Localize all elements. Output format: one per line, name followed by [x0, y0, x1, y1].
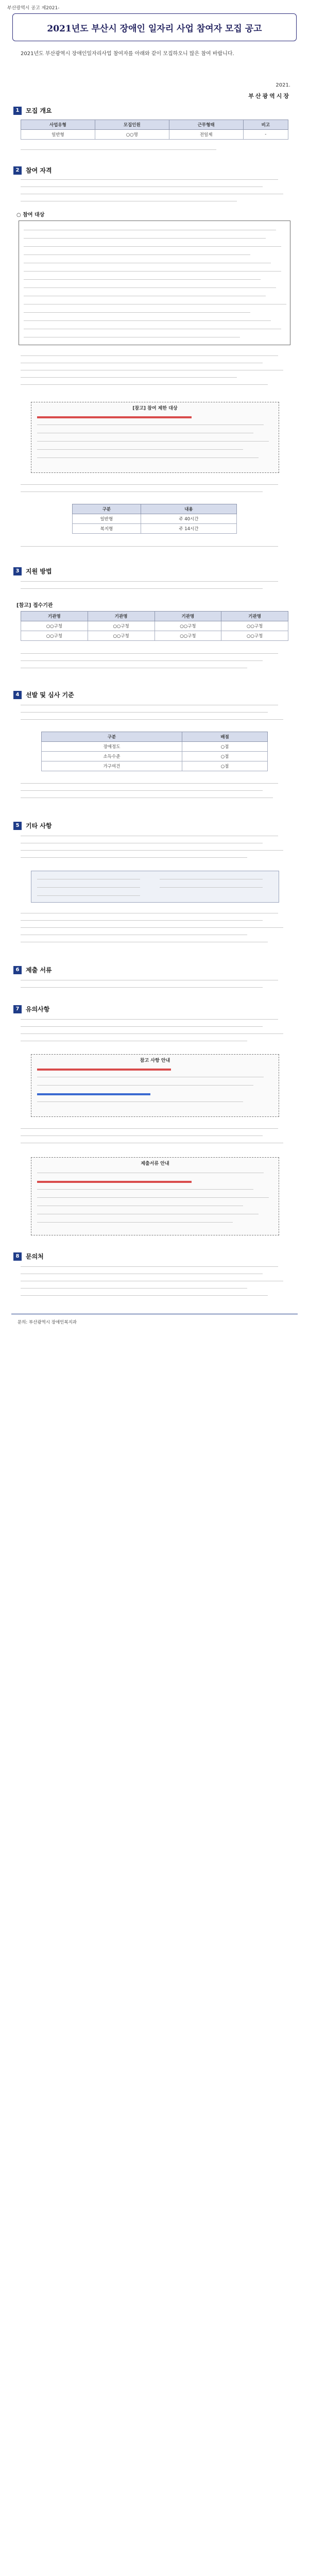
- text-line: [21, 179, 278, 180]
- text-line: [37, 1197, 269, 1198]
- table-cell: ○○구청: [88, 621, 154, 631]
- eligibility-box: [19, 221, 290, 345]
- section-2-heading: [13, 166, 52, 175]
- checklist-box: [31, 871, 279, 903]
- table-cell: 주 14시간: [141, 524, 236, 534]
- table-cell: ○○구청: [221, 621, 288, 631]
- section-number: 8: [13, 1252, 22, 1261]
- table-cell: ○점: [182, 752, 268, 761]
- text-line: [21, 1033, 283, 1034]
- table-cell: 일반형: [21, 130, 95, 140]
- text-line: [37, 1101, 243, 1102]
- col-header: 비고: [243, 120, 288, 130]
- text-line: [21, 546, 278, 547]
- text-line: [21, 1288, 247, 1289]
- col-header: 구분: [42, 732, 182, 742]
- agency-table: [21, 611, 288, 641]
- text-line: [21, 581, 278, 582]
- text-line: [21, 384, 268, 385]
- table-cell: ○○구청: [154, 631, 221, 641]
- text-line: [21, 920, 263, 921]
- highlight-line: [37, 1181, 192, 1183]
- table-cell: ○○구청: [221, 631, 288, 641]
- section-number: 2: [13, 166, 22, 175]
- table-row: [42, 742, 268, 752]
- document-number: 부산광역시 공고 제2021-: [7, 6, 60, 11]
- table-row: [21, 621, 288, 631]
- text-line: [21, 1019, 278, 1020]
- table-cell: ○○구청: [21, 631, 88, 641]
- table-row: [73, 524, 237, 534]
- subheading: ○ 참여 대상: [16, 212, 45, 218]
- section-title: 지원 방법: [26, 568, 52, 575]
- table-cell: 복지형: [73, 524, 141, 534]
- callout-caption: 참고 사항 안내: [140, 1058, 170, 1063]
- text-line: [24, 271, 281, 272]
- text-line: [21, 355, 278, 356]
- col-header: 기관명: [154, 612, 221, 621]
- work-type-table: [72, 504, 237, 534]
- text-line: [24, 279, 261, 280]
- table-cell: ○점: [182, 761, 268, 771]
- text-line: [37, 457, 259, 458]
- callout-notes: [31, 1054, 279, 1117]
- intro-text: 2021년도 부산광역시 장애인일자리사업 참여자를 아래와 같이 모집하오니 많은 참여 바랍니다.: [21, 51, 234, 57]
- text-line: [24, 320, 271, 321]
- section-title: 기타 사항: [26, 822, 52, 829]
- section-title: 모집 개요: [26, 107, 52, 114]
- callout-restriction: [31, 402, 279, 473]
- text-line: [37, 449, 243, 450]
- title-box: [12, 13, 297, 41]
- col-header: 구분: [73, 504, 141, 514]
- page-title: 2021년도 부산시 장애인 일자리 사업 참여자 모집 공고: [47, 23, 262, 34]
- text-line: [160, 887, 263, 888]
- text-line: [24, 287, 276, 288]
- col-header: 기관명: [88, 612, 154, 621]
- text-line: [21, 1128, 278, 1129]
- section-8-heading: [13, 1252, 44, 1261]
- text-line: [21, 660, 263, 661]
- section-4-heading: [13, 690, 74, 699]
- section-number: 3: [13, 567, 22, 575]
- text-line: [37, 441, 269, 442]
- text-line: [21, 857, 247, 858]
- section-5-heading: [13, 821, 52, 830]
- section-title: 참여 자격: [26, 167, 52, 174]
- text-line: [21, 149, 216, 150]
- col-header: 기관명: [221, 612, 288, 621]
- col-header: 근무형태: [169, 120, 243, 130]
- table-cell: ○○구청: [88, 631, 154, 641]
- text-line: [37, 1189, 253, 1190]
- highlight-line: [37, 1069, 171, 1071]
- table-cell: 주 40시간: [141, 514, 236, 524]
- text-line: [24, 238, 266, 239]
- section-title: 제출 서류: [26, 967, 52, 974]
- text-line: [24, 246, 281, 247]
- section-number: 4: [13, 691, 22, 699]
- section-number: 7: [13, 1005, 22, 1013]
- table-row: [21, 130, 288, 140]
- table-cell: 소득수준: [42, 752, 182, 761]
- table-cell: 전일제: [169, 130, 243, 140]
- section-title: 유의사항: [26, 1006, 50, 1013]
- text-line: [37, 1222, 233, 1223]
- highlight-line: [37, 1093, 150, 1095]
- section-number: 6: [13, 966, 22, 974]
- callout-caption: 제출서류 안내: [141, 1161, 169, 1166]
- col-header: 배점: [182, 732, 268, 742]
- callout-caption: [참고] 참여 제한 대상: [132, 406, 178, 411]
- table-row: [42, 752, 268, 761]
- table-cell: -: [243, 130, 288, 140]
- text-line: [21, 653, 278, 654]
- col-header: 기관명: [21, 612, 88, 621]
- text-line: [37, 887, 140, 888]
- text-line: [21, 783, 278, 784]
- section-title: 선발 및 심사 기준: [26, 691, 74, 699]
- table-cell: 일반형: [73, 514, 141, 524]
- text-line: [21, 927, 283, 928]
- section-6-heading: [13, 965, 52, 974]
- table-row: [73, 514, 237, 524]
- text-line: [21, 1295, 268, 1296]
- table-cell: 가구여건: [42, 761, 182, 771]
- text-line: [21, 790, 263, 791]
- footer-contact: 문의: 부산광역시 장애인복지과: [18, 1320, 77, 1325]
- section-number: 5: [13, 822, 22, 830]
- text-line: [21, 719, 283, 720]
- col-header: 사업유형: [21, 120, 95, 130]
- text-line: [21, 987, 263, 988]
- callout-documents: [31, 1157, 279, 1235]
- table-cell: 장애정도: [42, 742, 182, 752]
- section-7-heading: [13, 1005, 49, 1013]
- text-line: [21, 1266, 278, 1267]
- table-cell: ○○명: [95, 130, 169, 140]
- section-3-heading: [13, 567, 52, 575]
- issue-date: 2021.: [276, 82, 290, 88]
- text-line: [21, 377, 237, 378]
- section-number: 1: [13, 107, 22, 115]
- text-line: [21, 484, 278, 485]
- subheading: [참고] 접수기관: [16, 603, 53, 608]
- table-row: [42, 761, 268, 771]
- col-header: 모집인원: [95, 120, 169, 130]
- section-title: 문의처: [26, 1253, 44, 1260]
- table-cell: ○○구청: [21, 621, 88, 631]
- issuer: 부산광역시장: [248, 93, 290, 99]
- table-cell: ○○구청: [154, 621, 221, 631]
- text-line: [21, 588, 263, 589]
- table-cell: ○점: [182, 742, 268, 752]
- highlight-line: [37, 416, 192, 418]
- recruit-table: [21, 120, 288, 140]
- table-row: [21, 631, 288, 641]
- col-header: 내용: [141, 504, 236, 514]
- text-line: [21, 850, 283, 851]
- text-line: [21, 712, 268, 713]
- section-1-heading: [13, 106, 52, 115]
- text-line: [24, 312, 250, 313]
- score-table: [41, 732, 268, 771]
- text-line: [37, 895, 140, 896]
- text-line: [37, 1085, 253, 1086]
- text-line: [21, 1026, 263, 1027]
